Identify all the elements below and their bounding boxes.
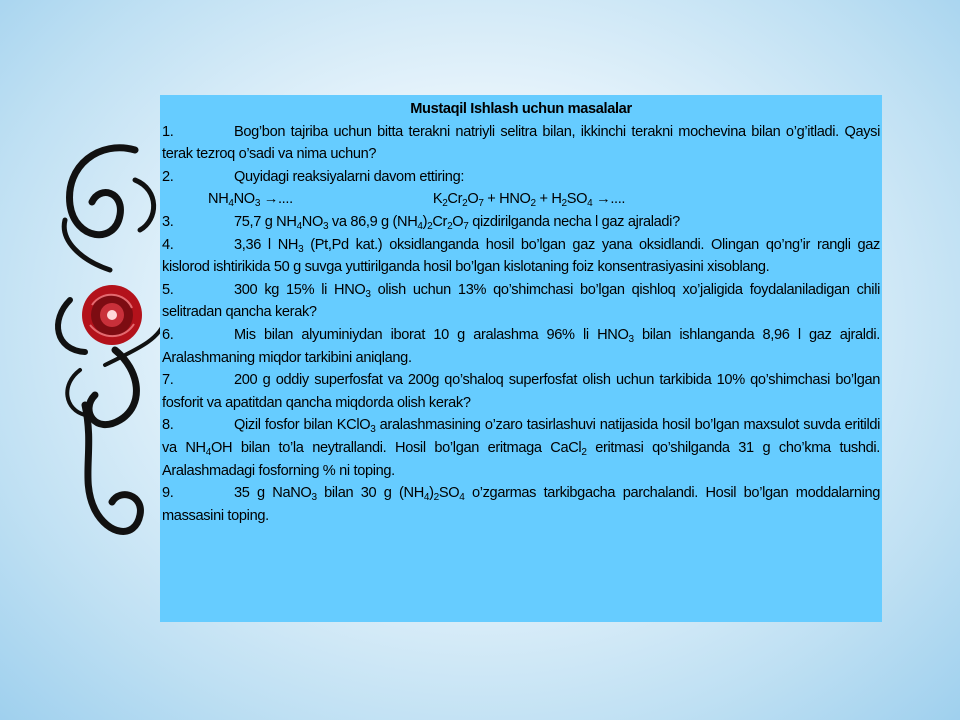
reaction-line: $NH_4NO_3$ →.... $K_2Cr_2O_7 + HNO_2 + H_2SO_4$ →.... bbox=[208, 191, 626, 210]
problem-4: 4. 3,36 l $NH_3$ (Pt,Pd kat.) oksidlanganda hosil bo’lgan gaz yana oksidlandi. Olingan qo’ng’ir rangli gaz kislorod ishtirikida 50 g suvga yuttirilganda hosil bo’lgan kislotaning foiz konsentrasiyasini xisoblang. bbox=[162, 236, 880, 276]
rose-icon bbox=[82, 285, 142, 345]
problem-9: 9. 35 g NaNO$_3$ bilan 30 g $(NH_4)_2SO_4$ o’zgarmas tarkibgacha parchalandi. Hosil bo’lgan moddalarning massasini toping. bbox=[162, 485, 881, 524]
exercise-panel bbox=[160, 95, 882, 622]
problem-1: 1. Bog’bon tajriba uchun bitta terakni natriyli selitra bilan, ikkinchi terakni mochevina bilan o’g’itladi. Qaysi terak tezroq o’sadi va nima uchun? bbox=[162, 123, 880, 163]
floral-ornament bbox=[40, 120, 170, 640]
problem-8: 8. Qizil fosfor bilan KClO$_3$ aralashmasining o’zaro tasirlashuvi natijasida hosil bo’lgan maxsulot suvda eritildi va $NH_4OH$ bilan to’la neytrallandi. Hosil bo’lgan eritmaga CaCl$_2$ eritmasi qo’shilganda 31 g cho’kma tushdi. Aralashmadagi fosforning % ni toping. bbox=[162, 417, 880, 479]
problem-5: 5. 300 kg 15% li $HNO_3$ olish uchun 13% qo’shimchasi bo’lgan qishloq xo’jaligida foydalaniladigan chili selitradan qancha kerak? bbox=[162, 281, 880, 321]
problem-6: 6. Mis bilan alyuminiydan iborat 10 g aralashma 96% li $HNO_3$ bilan ishlanganda 8,96 l gaz ajraldi. Aralashmaning miqdor tarkibini aniqlang. bbox=[162, 326, 880, 366]
problem-3: 3. 75,7 g $NH_4NO_3$ va 86,9 g $(NH_4)_2Cr_2O_7$ qizdirilganda necha l gaz ajraladi? bbox=[162, 213, 680, 232]
page-title: Mustaqil Ishlash uchun masalalar bbox=[410, 101, 632, 117]
problem-2: 2. Quyidagi reaksiyalarni davom ettiring: bbox=[162, 168, 465, 185]
problem-7: 7. 200 g oddiy superfosfat va 200g qo’shaloq superfosfat olish uchun tarkibida 10% qo’shimchasi bo’lgan fosforit va apatitdan qancha miqdorda olish kerak? bbox=[162, 372, 880, 411]
